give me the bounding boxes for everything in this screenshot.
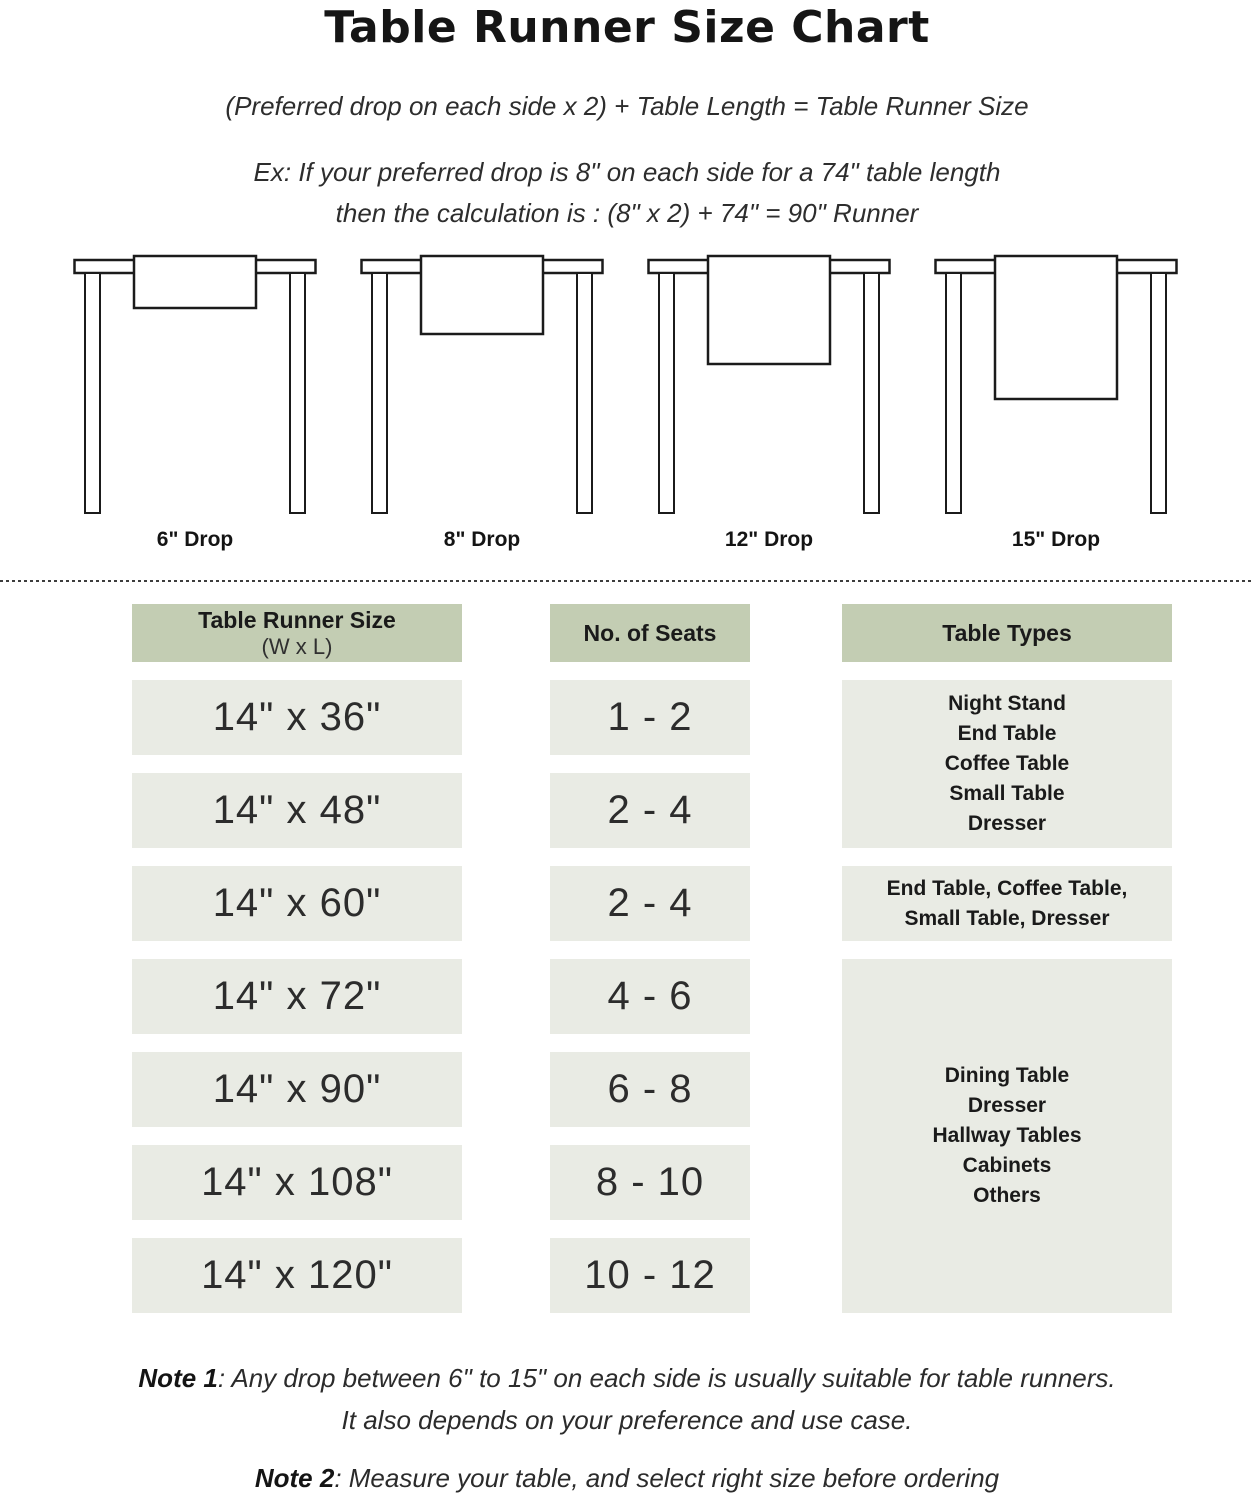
size-cell-4: 14" x 72" — [132, 959, 462, 1034]
header-table-types — [842, 604, 1172, 662]
table-leg-right — [1151, 273, 1166, 513]
note-2-text: : Measure your table, and select right size before ordering — [334, 1463, 1000, 1493]
type-line: Dresser — [967, 812, 1047, 835]
table-drawing — [647, 248, 891, 516]
size-cell-1: 14" x 36" — [132, 680, 462, 755]
type-line: Coffee Table — [944, 752, 1070, 775]
table-leg-left — [659, 273, 674, 513]
column-seats — [550, 604, 750, 1313]
table-figure-8-drop — [360, 248, 604, 552]
types-cell-group-3 — [842, 959, 1172, 1313]
drop-diagrams-row — [0, 248, 1254, 552]
type-line: Hallway Tables — [932, 1124, 1082, 1147]
note-1 — [0, 1357, 1254, 1441]
size-cell-7: 14" x 120" — [132, 1238, 462, 1313]
example-text — [0, 152, 1254, 234]
note-1-text: : Any drop between 6" to 15" on each side is usually suitable for table runners. — [217, 1363, 1116, 1393]
size-cell-6: 14" x 108" — [132, 1145, 462, 1220]
type-line: Night Stand — [948, 692, 1066, 715]
types-cell-group-1 — [842, 680, 1172, 848]
header-seats — [550, 604, 750, 662]
type-line: End Table, Coffee Table, — [886, 876, 1128, 900]
seats-cell-5: 6 - 8 — [550, 1052, 750, 1127]
table-leg-left — [372, 273, 387, 513]
formula-text: (Preferred drop on each side x 2) + Table Length = Table Runner Size — [225, 91, 1029, 121]
table-drawing — [934, 248, 1178, 516]
seats-cell-1: 1 - 2 — [550, 680, 750, 755]
seats-cell-7: 10 - 12 — [550, 1238, 750, 1313]
table-figure-15-drop — [934, 248, 1178, 552]
type-line: Small Table — [949, 782, 1065, 805]
type-line: Dresser — [967, 1094, 1047, 1117]
runner — [421, 256, 543, 334]
table-leg-right — [864, 273, 879, 513]
drop-label-6: 6" Drop — [156, 528, 234, 551]
header-runner-size-subtitle: (W x L) — [261, 634, 333, 659]
drop-label-12: 12" Drop — [724, 528, 814, 551]
column-runner-size — [132, 604, 462, 1313]
dashed-divider — [0, 580, 1254, 582]
note-1-line-1 — [0, 1357, 1254, 1399]
runner — [995, 256, 1117, 399]
table-drawing — [73, 248, 317, 516]
column-table-types — [842, 604, 1172, 1313]
table-drawing — [360, 248, 604, 516]
runner — [134, 256, 256, 308]
drop-label-15: 15" Drop — [1011, 528, 1101, 551]
header-table-types-title: Table Types — [942, 619, 1072, 646]
drop-label-8: 8" Drop — [443, 528, 521, 551]
type-line: Cabinets — [962, 1154, 1052, 1177]
size-cell-5: 14" x 90" — [132, 1052, 462, 1127]
seats-cell-4: 4 - 6 — [550, 959, 750, 1034]
note-2 — [0, 1457, 1254, 1499]
seats-cell-6: 8 - 10 — [550, 1145, 750, 1220]
table-leg-right — [290, 273, 305, 513]
type-line: Dining Table — [944, 1064, 1070, 1087]
table-leg-right — [577, 273, 592, 513]
seats-cell-3: 2 - 4 — [550, 866, 750, 941]
example-line-1: Ex: If your preferred drop is 8" on each side for a 74" table length — [253, 157, 1001, 187]
table-leg-left — [946, 273, 961, 513]
note-1-line-2: It also depends on your preference and use case. — [341, 1405, 913, 1435]
note-2-label: Note 2 — [254, 1463, 335, 1493]
type-line: End Table — [957, 722, 1057, 745]
type-line: Small Table, Dresser — [904, 906, 1110, 930]
table-figure-6-drop — [73, 248, 317, 552]
note-1-label: Note 1 — [138, 1363, 218, 1393]
table-figure-12-drop — [647, 248, 891, 552]
page-title: Table Runner Size Chart — [324, 2, 930, 53]
example-line-2: then the calculation is : (8" x 2) + 74" = 90" Runner — [335, 198, 919, 228]
size-cell-2: 14" x 48" — [132, 773, 462, 848]
header-seats-title: No. of Seats — [583, 619, 717, 646]
table-leg-left — [85, 273, 100, 513]
size-chart-table — [0, 604, 1254, 1313]
size-cell-3: 14" x 60" — [132, 866, 462, 941]
runner — [708, 256, 830, 364]
header-runner-size — [132, 604, 462, 662]
seats-cell-2: 2 - 4 — [550, 773, 750, 848]
types-cell-group-2 — [842, 866, 1172, 941]
header-runner-size-title: Table Runner Size — [198, 607, 396, 633]
type-line: Others — [973, 1184, 1041, 1207]
